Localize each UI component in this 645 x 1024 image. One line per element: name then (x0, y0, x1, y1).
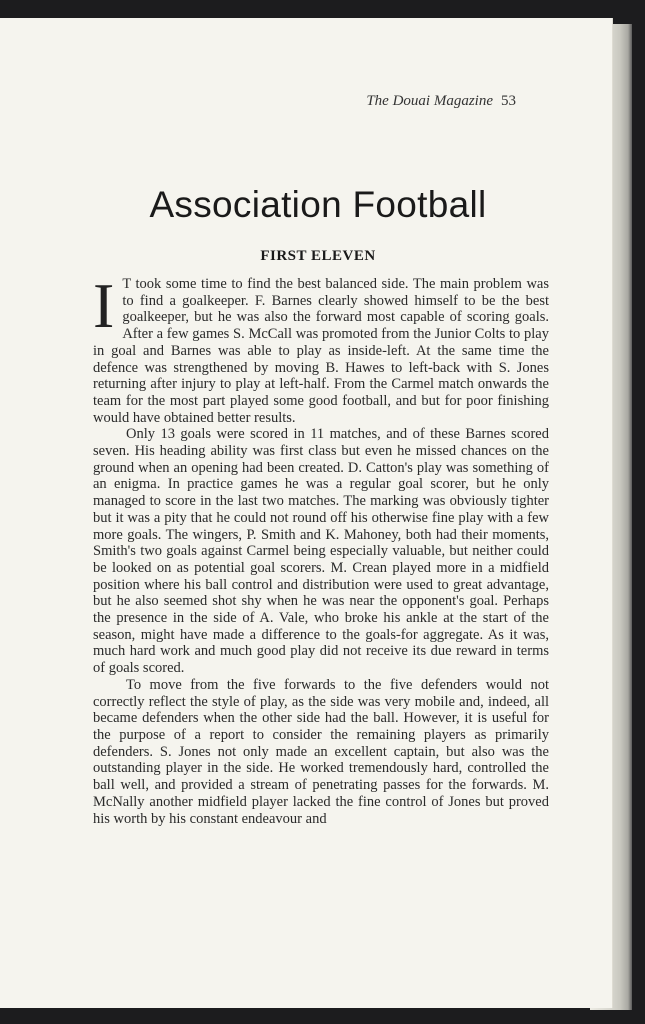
paragraph-3: To move from the five forwards to the five defenders would not correctly reflect the style of play, as the side was very mobile and, indeed, all became defenders when the other side had the ball. However, it is useful for the purpose of a report to consider the remaining players as primarily defenders. S. Jones not only made an excellent captain, but also was the outstanding player in the side. He worked tremendously hard, controlled the ball well, and provided a stream of penetrating passes for the forwards. M. McNally another midfield player lacked the fine control of Jones but proved his worth by his constant endeavour and (93, 676, 549, 827)
page-number: 53 (501, 93, 516, 109)
article-subtitle: FIRST ELEVEN (260, 248, 376, 264)
article-body (93, 270, 549, 827)
paragraph-2: Only 13 goals were scored in 11 matches, and of these Barnes scored seven. His heading ability was first class but even he missed chances on the ground when an opening had been created. D. Catton's play was something of an enigma. In practice games he was a regular goal scorer, but he only managed to score in the last two matches. The marking was obviously tighter but it was a pity that he could not round off his otherwise fine play with a few more goals. The wingers, P. Smith and K. Mahoney, both had their moments, Smith's two goals against Carmel being especially valuable, but neither could be looked on as potential goal scorers. M. Crean played more in a midfield position where his ball control and distribution were used to great advantage, but he also seemed shot shy when he was near the opponent's goal. Perhaps the presence in the side of A. Vale, who broke his ankle at the start of the season, might have made a difference to the goals-for aggregate. As it was, much hard work and much good play did not receive its due reward in terms of goals scored. (93, 426, 549, 677)
drop-cap: I (93, 270, 115, 341)
paragraph-1 (93, 270, 549, 426)
book-page (0, 18, 613, 1008)
magazine-name: The Douai Magazine (366, 93, 493, 109)
paragraph-1-text: T took some time to find the best balanced side. The main problem was to find a goalkeeper. F. Barnes clearly showed himself to be the best goalkeeper, but he was also the forward most capable of scoring goals. After a few games S. McCall was promoted from the Junior Colts to play in goal and Barnes was able to play as inside-left. At the same time the defence was strengthened by moving B. Hawes to left-back with S. Jones returning after injury to play at left-half. From the Carmel match onwards the team for the most part played some good football, and but for poor finishing would have obtained better results. (93, 276, 549, 426)
article-title: Association Football (149, 184, 487, 225)
running-head (366, 93, 516, 110)
